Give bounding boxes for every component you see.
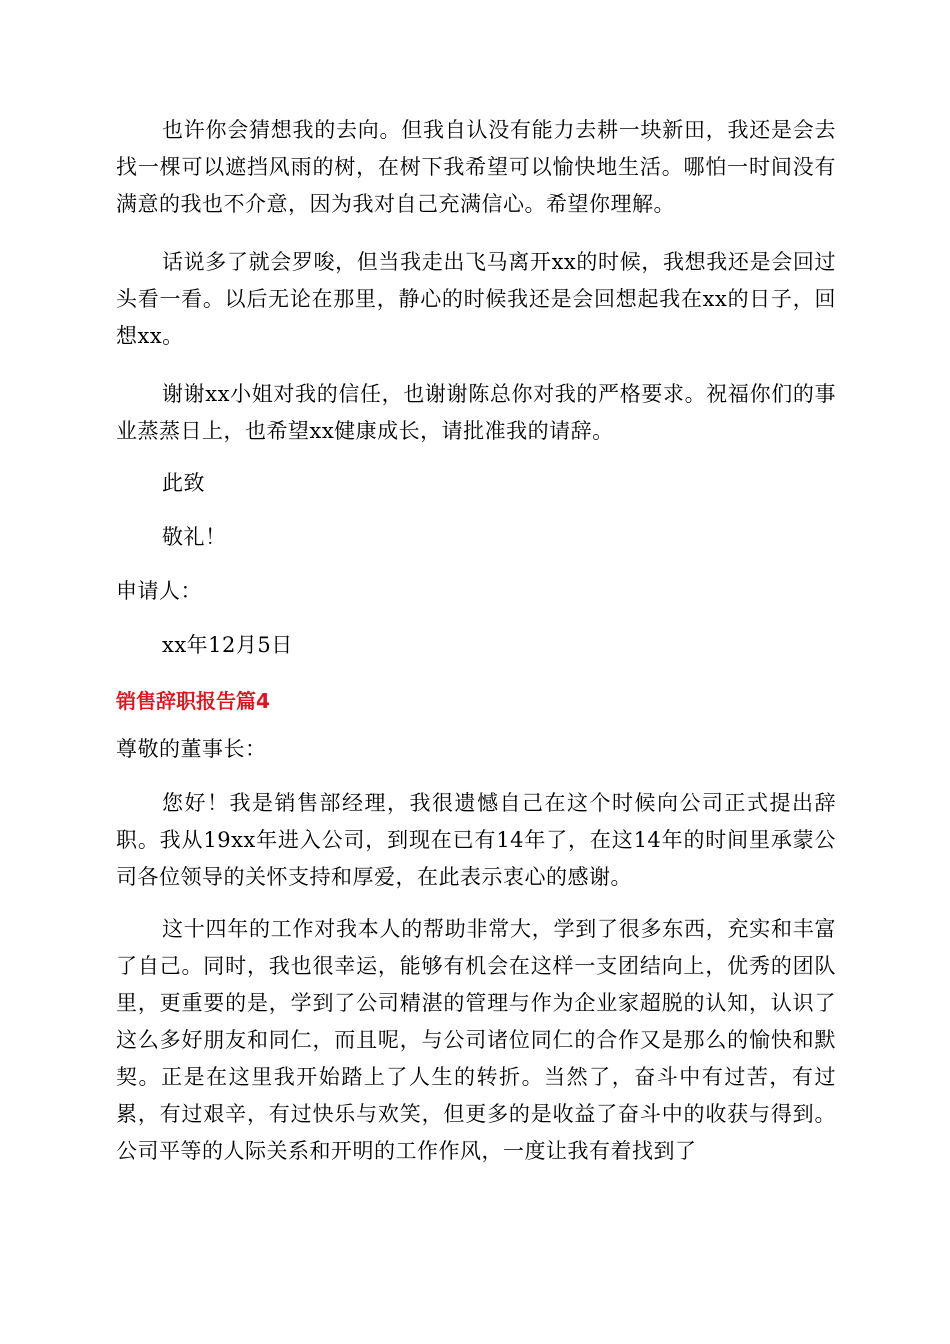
paragraph-gratitude: 这十四年的工作对我本人的帮助非常大，学到了很多东西，充实和丰富了自己。同时，我也很幸运，能够有机会在这样一支团结向上，优秀的团队里，更重要的是，学到了公司精湛的管理与作为企业家超脱的认知，认识了这么多好朋友和同仁，而且呢，与公司诸位同仁的合作又是那么的愉快和默契。正是在这里我开始踏上了人生的转折。当然了，奋斗中有过苦，有过累，有过艰辛，有过快乐与欢笑，但更多的是收益了奋斗中的收获与得到。公司平等的人际关系和开明的工作作风，一度让我有着找到了 [116, 917, 836, 1163]
closing-jingli: 敬礼！ [162, 525, 227, 549]
paragraph-look-back: 话说多了就会罗唆，但当我走出飞马离开xx的时候，我想我还是会回过头看一看。以后无论在那里，静心的时候我还是会回想起我在xx的日子，回想xx。 [116, 250, 836, 348]
paragraph-resignation-intro: 您好！我是销售部经理，我很遗憾自己在这个时候向公司正式提出辞职。我从19xx年进入公司，到现在已有14年了，在这14年的时间里承蒙公司各位领导的关怀支持和厚爱，在此表示衷心的感谢。 [116, 791, 836, 889]
paragraph-whereabouts: 也许你会猜想我的去向。但我自认没有能力去耕一块新田，我还是会去找一棵可以遮挡风雨的树，在树下我希望可以愉快地生活。哪怕一时间没有满意的我也不介意，因为我对自己充满信心。希望你理解。 [116, 118, 836, 216]
salutation: 尊敬的董事长： [116, 737, 267, 761]
closing-cizhi: 此致 [162, 471, 205, 495]
section-heading: 销售辞职报告篇4 [116, 689, 270, 713]
applicant-label: 申请人： [116, 579, 202, 603]
paragraph-thanks: 谢谢xx小姐对我的信任，也谢谢陈总你对我的严格要求。祝福你们的事业蒸蒸日上，也希望xx健康成长，请批准我的请辞。 [116, 382, 836, 443]
letter-date: xx年12月5日 [162, 633, 293, 657]
